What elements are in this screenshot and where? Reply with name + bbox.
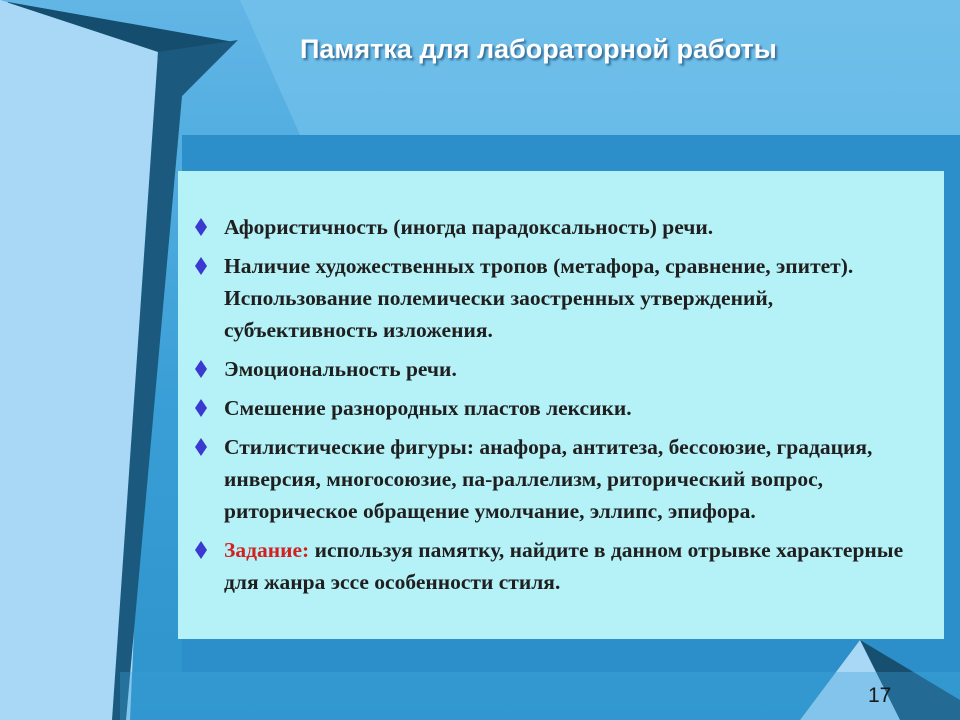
task-item <box>190 534 920 598</box>
task-label: Задание: <box>224 538 310 562</box>
diamond-bullet-icon <box>194 359 208 379</box>
bullet-text: Наличие художественных тропов (метафора, сравнение, эпитет). Использование полемически заостренных утверждений, субъективность изложения. <box>224 254 854 342</box>
list-item <box>190 431 920 527</box>
page-number: 17 <box>868 684 892 707</box>
bullet-list <box>190 211 920 598</box>
bullet-text: Эмоциональность речи. <box>224 357 457 381</box>
diamond-bullet-icon <box>194 540 208 560</box>
diamond-bullet-icon <box>194 398 208 418</box>
diamond-bullet-icon <box>194 217 208 237</box>
list-item <box>190 250 920 346</box>
bullet-text: Стилистические фигуры: анафора, антитеза, бессоюзие, градация, инверсия, многосоюзие, па-раллелизм, риторический вопрос, риторическое обращение умолчание, эллипс, эпифора. <box>224 435 873 523</box>
list-item <box>190 211 920 243</box>
diamond-bullet-icon <box>194 437 208 457</box>
bullet-text: Афористичность (иногда парадоксальность) речи. <box>224 215 714 239</box>
list-item <box>190 392 920 424</box>
bullet-text: Смешение разнородных пластов лексики. <box>224 396 632 420</box>
content-panel <box>178 171 944 639</box>
list-item <box>190 353 920 385</box>
diamond-bullet-icon <box>194 256 208 276</box>
task-text: используя памятку, найдите в данном отрывке характерные для жанра эссе особенности стиля. <box>224 538 904 594</box>
slide-title: Памятка для лабораторной работы <box>300 34 777 64</box>
